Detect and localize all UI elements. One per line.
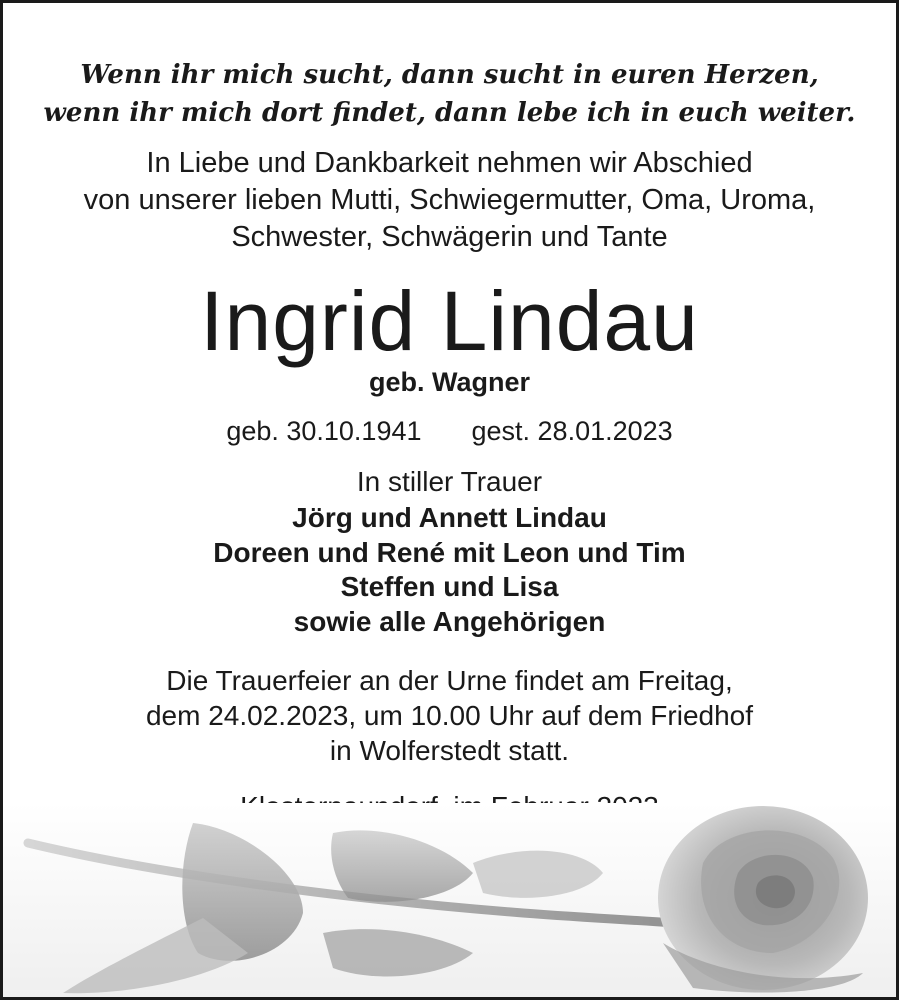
mourners-list: [3, 501, 896, 639]
mourner-line: Doreen und René mit Leon und Tim: [213, 536, 686, 568]
mourner-line: Jörg und Annett Lindau: [292, 502, 607, 533]
intro-line: Schwester, Schwägerin und Tante: [231, 221, 668, 253]
maiden-name: geb. Wagner: [368, 367, 530, 397]
motto-line: wenn ihr mich dort findet, dann lebe ich in euch weiter.: [43, 98, 856, 128]
motto-line: Wenn ihr mich sucht, dann sucht in euren Herzen,: [80, 60, 819, 90]
rose-illustration: [3, 803, 896, 997]
service-info: [3, 663, 896, 768]
intro-text: [3, 145, 896, 256]
death-date: gest. 28.01.2023: [471, 416, 673, 446]
intro-line: In Liebe und Dankbarkeit nehmen wir Abschied: [146, 147, 753, 179]
service-line: dem 24.02.2023, um 10.00 Uhr auf dem Friedhof: [145, 700, 754, 731]
mourner-line: Steffen und Lisa: [340, 571, 559, 602]
life-dates: [3, 413, 896, 449]
service-line: in Wolferstedt statt.: [329, 735, 570, 766]
birth-date: geb. 30.10.1941: [226, 416, 422, 446]
intro-line: von unserer lieben Mutti, Schwiegermutter, Oma, Uroma,: [83, 184, 816, 216]
mourner-line: sowie alle Angehörigen: [293, 605, 606, 637]
motto: [3, 56, 896, 132]
mourning-heading: In stiller Trauer: [356, 466, 543, 497]
service-line: Die Trauerfeier an der Urne findet am Freitag,: [166, 665, 733, 696]
deceased-name: Ingrid Lindau: [200, 274, 699, 368]
